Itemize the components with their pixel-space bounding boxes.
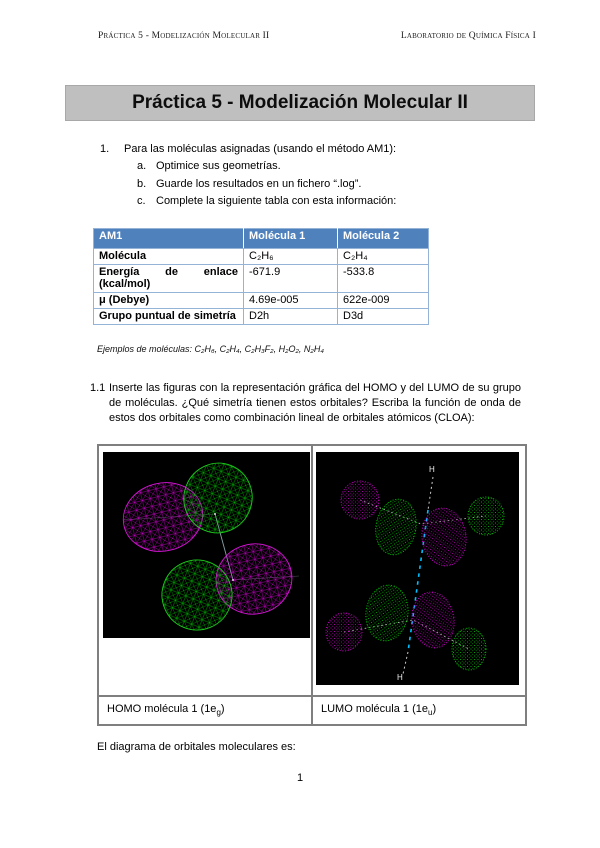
row-label-line1: Energía de enlace xyxy=(99,266,238,278)
cell-molecule-1: 4.69e-005 xyxy=(244,293,338,309)
task-number: 1. xyxy=(100,143,110,155)
table-header-row xyxy=(94,229,429,249)
hydrogen-label: H xyxy=(397,673,403,682)
list-item xyxy=(137,158,522,176)
task-text: Para las moléculas asignadas (usando el método AM1): xyxy=(124,143,397,155)
task-subitems xyxy=(137,158,522,211)
caption-row xyxy=(99,695,525,724)
results-table xyxy=(93,228,429,325)
list-item xyxy=(137,176,522,194)
table-header-cell: AM1 xyxy=(94,229,244,249)
table-header-cell: Molécula 1 xyxy=(244,229,338,249)
list-item xyxy=(137,193,522,211)
section-1-1 xyxy=(90,381,521,426)
subitem-text: Complete la siguiente tabla con esta información: xyxy=(156,195,397,207)
cell-molecule-1: C₂H₆ xyxy=(244,249,338,265)
table-row xyxy=(94,309,429,325)
cell-molecule-2: D3d xyxy=(338,309,429,325)
page-number: 1 xyxy=(296,772,304,784)
figures-table xyxy=(97,444,527,726)
row-label: Molécula xyxy=(94,249,244,265)
task-item-1 xyxy=(100,141,522,157)
atom-marker xyxy=(232,579,234,581)
figure-row xyxy=(99,446,525,695)
homo-figure-cell xyxy=(99,446,313,695)
section-text: Inserte las figuras con la representación gráfica del HOMO y del LUMO de su grupo de moléculas. ¿Qué simetría tienen estos orbitales? Escriba la función de onda de estos dos orbitales como combinación lineal de orbitales atómicos (CLOA): xyxy=(109,382,521,424)
cell-molecule-1: -671.9 xyxy=(244,265,338,293)
row-label xyxy=(94,265,244,293)
examples-note: Ejemplos de moléculas: C₂H₆, C₂H₄, C₂H₃F₂, H₂O₂, N₂H₄ xyxy=(97,344,324,354)
subitem-marker: c. xyxy=(137,195,146,207)
subitem-text: Optimice sus geometrías. xyxy=(156,160,281,172)
row-label: Grupo puntual de simetría xyxy=(94,309,244,325)
atom-marker xyxy=(214,513,216,515)
table-row xyxy=(94,293,429,309)
cell-molecule-2: -533.8 xyxy=(338,265,429,293)
table-row xyxy=(94,249,429,265)
subitem-marker: a. xyxy=(137,160,147,172)
closing-text: El diagrama de orbitales moleculares es: xyxy=(97,741,296,753)
hydrogen-label: H xyxy=(429,465,435,474)
lumo-caption: LUMO molécula 1 $(1e_u)$ xyxy=(321,703,437,718)
subitem-text: Guarde los resultados en un fichero “.log”. xyxy=(156,177,362,190)
lumo-figure-cell xyxy=(313,446,525,695)
running-header xyxy=(98,31,536,41)
running-header-left: Práctica 5 - Modelización Molecular II xyxy=(98,31,270,41)
table-row xyxy=(94,265,429,293)
cell-molecule-2: C₂H₄ xyxy=(338,249,429,265)
homo-orbital-figure xyxy=(103,452,310,638)
task-list xyxy=(100,141,522,211)
page-title: Práctica 5 - Modelización Molecular II xyxy=(65,85,535,121)
cell-molecule-1: D2h xyxy=(244,309,338,325)
row-label-line2: (kcal/mol) xyxy=(99,278,151,290)
cell-molecule-2: 622e-009 xyxy=(338,293,429,309)
lumo-orbital-figure xyxy=(316,452,519,685)
homo-caption: HOMO molécula 1 $(1e_g)$ xyxy=(99,697,313,724)
section-number: 1.1 xyxy=(90,382,106,394)
row-label: μ (Debye) xyxy=(94,293,244,309)
table-header-cell: Molécula 2 xyxy=(338,229,429,249)
subitem-marker: b. xyxy=(137,177,147,190)
running-header-right: Laboratorio de Química Física I xyxy=(400,31,536,41)
